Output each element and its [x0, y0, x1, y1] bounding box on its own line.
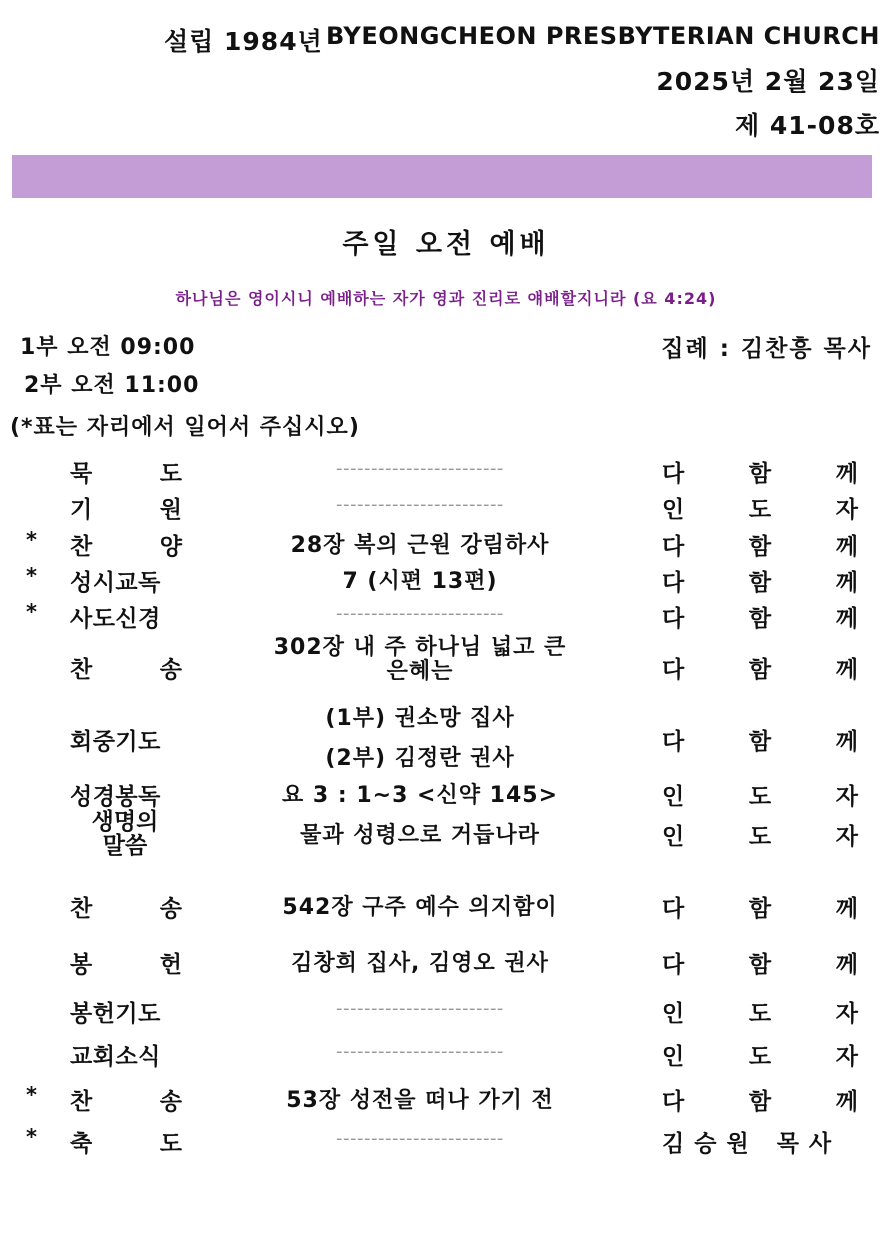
order-item-leader-part: 께 [835, 461, 858, 487]
order-item-leader-part: 자 [835, 1044, 858, 1070]
order-item-name-part: 묵 [70, 461, 93, 487]
header-top-line [0, 22, 892, 56]
order-item-name-part: 찬 [70, 534, 93, 560]
order-item-name-part: 송 [159, 657, 182, 683]
order-item-leader-part: 함 [748, 657, 772, 683]
order-item-leader-part: 께 [835, 729, 858, 755]
order-item-content: ------------------------ [336, 494, 504, 515]
issue-number: 제 41-08호 [735, 111, 880, 140]
order-item-name [70, 995, 182, 1028]
order-item-leader-part: 께 [835, 534, 858, 560]
order-item-name-part: 도 [159, 1131, 182, 1157]
stand-marker: * [26, 1125, 37, 1149]
order-item-name-part: 찬 [70, 1089, 93, 1115]
order-item-name [70, 1083, 182, 1116]
order-item-leader [662, 778, 858, 811]
order-item-name-part: 송 [159, 896, 182, 922]
order-item-leader-part: 다 [662, 952, 685, 978]
order-item-leader [662, 1038, 858, 1071]
order-item-leader [662, 564, 858, 597]
stand-marker: * [26, 528, 37, 552]
order-item-name [66, 810, 184, 858]
order-item-content: 53장 성전을 떠나 가기 전 [286, 1088, 554, 1113]
order-item-leader-part: 함 [748, 896, 772, 922]
order-item-name-part: 도 [159, 461, 182, 487]
order-item-leader-part: 인 [662, 497, 685, 523]
order-item-leader-part: 다 [662, 570, 685, 596]
order-item-leader-part: 도 [748, 824, 772, 850]
order-item-content: 요 3 : 1~3 <신약 145> [282, 783, 558, 808]
order-item-content: ------------------------ [336, 998, 504, 1019]
order-item-name [70, 890, 182, 923]
order-item-content: ------------------------ [336, 603, 504, 624]
order-item-content [240, 636, 600, 684]
page-title: 주일 오전 예배 [342, 229, 550, 260]
order-item-content: ------------------------ [336, 458, 504, 479]
scripture-verse: 하나님은 영이시니 예배하는 자가 영과 진리로 얘배할지니라 (요 4:24) [175, 289, 717, 308]
order-item-name-part: 찬 [70, 657, 93, 683]
order-item-leader [662, 890, 858, 923]
bulletin-date: 2025년 2월 23일 [656, 67, 880, 96]
order-item-leader-part: 께 [835, 1089, 858, 1115]
order-item-content: 김창희 집사, 김영오 권사 [291, 951, 549, 976]
order-item-leader-part: 다 [662, 606, 685, 632]
order-item-leader-part: 도 [748, 497, 772, 523]
order-item-leader-part: 인 [662, 784, 685, 810]
order-item-content: 물과 성령으로 거듭나라 [300, 823, 540, 848]
order-item-leader-part: 께 [835, 657, 858, 683]
order-item-leader-part: 께 [835, 952, 858, 978]
order-item-content: ------------------------ [336, 1041, 504, 1062]
order-item-name-part: 교회소식 [70, 1044, 161, 1070]
order-item-leader [662, 491, 858, 524]
order-item-content-line: 은혜는 [386, 659, 454, 684]
service-leader: 집례 : 김찬흥 목사 [661, 336, 872, 362]
order-item-name-part: 봉 [70, 952, 93, 978]
order-item-leader-part: 자 [835, 784, 858, 810]
decorative-band [12, 155, 872, 198]
order-item-name [70, 564, 182, 597]
order-item-leader-part: 다 [662, 1089, 685, 1115]
order-item-leader [662, 1083, 858, 1116]
order-item-name [70, 778, 182, 811]
order-item-leader-part: 함 [748, 1089, 772, 1115]
order-item-name-part: 송 [159, 1089, 182, 1115]
order-item-leader-part: 다 [662, 657, 685, 683]
order-item-leader-part: 자 [835, 824, 858, 850]
order-item-name [70, 651, 182, 684]
order-item-leader-part: 께 [835, 896, 858, 922]
order-item-name [70, 1125, 182, 1158]
order-item-name [70, 528, 182, 561]
order-item-name-part: 사도신경 [70, 606, 161, 632]
order-item-content: 7 (시편 13편) [342, 569, 498, 594]
order-item-name-part: 양 [159, 534, 182, 560]
order-item-name-part: 기 [70, 497, 93, 523]
standing-note: (*표는 자리에서 일어서 주십시오) [10, 415, 360, 440]
order-item-name-line: 말씀 [102, 833, 148, 859]
order-item-leader-part: 다 [662, 896, 685, 922]
order-item-leader-part: 함 [748, 570, 772, 596]
order-item-leader-part: 자 [835, 1001, 858, 1027]
order-item-name-part: 원 [159, 497, 182, 523]
order-item-name-part: 성경봉독 [70, 784, 161, 810]
order-item-leader: 김 승 원 목 사 [662, 1131, 833, 1157]
order-item-name-part: 찬 [70, 896, 93, 922]
order-item-leader [662, 995, 858, 1028]
order-item-leader-part: 함 [748, 606, 772, 632]
order-item-content-line: (1부) 권소망 집사 [325, 706, 515, 731]
order-item-leader [662, 528, 858, 561]
order-item-leader [662, 946, 858, 979]
order-item-leader [662, 818, 858, 851]
order-item-name-part: 봉헌기도 [70, 1001, 161, 1027]
stand-marker: * [26, 600, 37, 624]
order-item-content-line: 302장 내 주 하나님 넓고 큰 [273, 635, 567, 660]
order-item-leader-part: 다 [662, 729, 685, 755]
order-item-leader-part: 께 [835, 606, 858, 632]
order-item-name [70, 946, 182, 979]
order-item-content [240, 699, 600, 779]
order-item-content: ------------------------ [336, 1128, 504, 1149]
order-item-leader-part: 도 [748, 1001, 772, 1027]
order-item-name-line: 생명의 [91, 809, 159, 835]
order-item-content: 28장 복의 근원 강림하사 [290, 533, 550, 558]
order-item-content: 542장 구주 예수 의지함이 [282, 895, 558, 920]
order-item-leader-part: 도 [748, 1044, 772, 1070]
order-item-leader-part: 다 [662, 461, 685, 487]
order-item-leader [662, 600, 858, 633]
stand-marker: * [26, 564, 37, 588]
church-name: BYEONGCHEON PRESBYTERIAN CHURCH [325, 22, 880, 50]
order-item-name-part: 회중기도 [70, 729, 161, 755]
order-item-leader-part: 인 [662, 1001, 685, 1027]
order-item-content-line: (2부) 김정란 권사 [325, 746, 515, 771]
order-item-leader-part: 함 [748, 729, 772, 755]
order-item-leader-part: 인 [662, 824, 685, 850]
second-service-time: 2부 오전 11:00 [24, 373, 200, 398]
order-item-leader-part: 함 [748, 461, 772, 487]
order-item-name [70, 600, 182, 633]
stand-marker: * [26, 1083, 37, 1107]
order-item-name-part: 헌 [159, 952, 182, 978]
order-item-name [70, 455, 182, 488]
order-item-leader-part: 함 [748, 534, 772, 560]
order-item-name-part: 축 [70, 1131, 93, 1157]
order-item-leader-part: 자 [835, 497, 858, 523]
established-year: 설립 1984년 [164, 27, 323, 56]
order-item-name [70, 723, 182, 756]
order-item-name [70, 1038, 182, 1071]
order-item-leader-part: 인 [662, 1044, 685, 1070]
first-service-time: 1부 오전 09:00 [20, 335, 196, 360]
order-item-name [70, 491, 182, 524]
order-item-leader-part: 께 [835, 570, 858, 596]
order-item-leader-part: 도 [748, 784, 772, 810]
order-item-leader [662, 455, 858, 488]
order-item-leader [662, 651, 858, 684]
order-item-name-part: 성시교독 [70, 570, 161, 596]
order-item-leader [662, 723, 858, 756]
order-item-leader-part: 함 [748, 952, 772, 978]
order-item-leader-part: 다 [662, 534, 685, 560]
